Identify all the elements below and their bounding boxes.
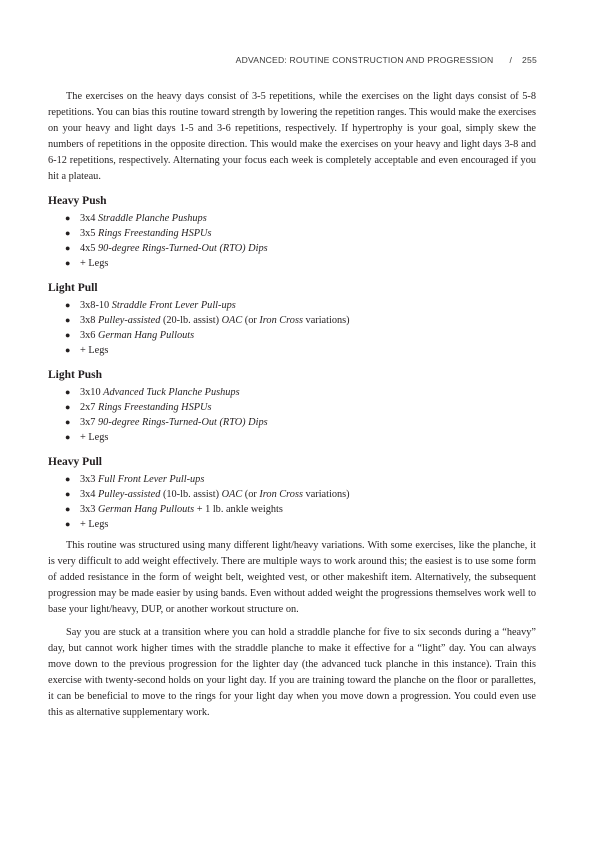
sets-reps: 3x3 bbox=[80, 504, 96, 516]
exercise-list-light-push bbox=[48, 385, 536, 445]
exercise-item bbox=[48, 400, 536, 415]
section-heading-light-push: Light Push bbox=[48, 369, 103, 382]
exercise-name-alt: OAC bbox=[221, 489, 243, 501]
exercise-name: German Hang Pullouts bbox=[98, 330, 195, 342]
exercise-name: Straddle Planche Pushups bbox=[98, 213, 207, 225]
exercise-item bbox=[48, 313, 536, 328]
exercise-note: + 1 lb. ankle weights bbox=[196, 504, 283, 516]
exercise-name: Legs bbox=[88, 258, 109, 270]
intro-paragraph: The exercises on the heavy days consist of 3-5 repetitions, while the exercises on the light days consist of 5-8 repetitions. You can bias this routine toward strength by lowering the repetition ranges. This would make the exercises on your heavy and light days 1-5 and 3-6 repetitions, respectively. If hypertrophy is your goal, simply skew the numbers of repetitions in the opposite direction. This would make the exercises on your heavy and light days 3-8 and 6-12 repetitions, respectively. Alternating your focus each week is completely acceptable and even encouraged if you hit a plateau. bbox=[48, 91, 536, 182]
bullet-icon: ● bbox=[65, 345, 71, 356]
paragraph-routine-structure: This routine was structured using many different light/heavy variations. With some exercises, like the planche, it is very difficult to add weight effectively. There are multiple ways to work around this; the easiest is to use some form of added resistance in the form of weight belt, weighted vest, or other makeshift item. Alternatively, the subsequent progression may be made easier by using bands. Even without added weight the progressions themselves work well to base your light/heavy, DUP, or another workout structure on. bbox=[48, 540, 536, 616]
exercise-item bbox=[48, 211, 536, 226]
header-separator: / bbox=[509, 55, 513, 65]
exercise-note: variations) bbox=[305, 315, 350, 327]
sets-reps: 3x4 bbox=[80, 213, 96, 225]
exercise-item bbox=[48, 343, 536, 358]
exercise-connector: (or bbox=[244, 315, 257, 327]
sets-reps: 3x5 bbox=[80, 228, 96, 240]
bullet-icon: ● bbox=[65, 504, 71, 515]
exercise-name: Rings Freestanding HSPUs bbox=[98, 228, 212, 240]
exercise-item bbox=[48, 256, 536, 271]
sets-reps: 3x3 bbox=[80, 474, 96, 486]
running-header bbox=[236, 55, 537, 65]
exercise-name: Legs bbox=[88, 345, 109, 357]
exercise-connector: (or bbox=[244, 489, 257, 501]
exercise-name: Pulley-assisted bbox=[98, 489, 161, 501]
assist-note: (20-lb. assist) bbox=[162, 315, 220, 327]
bullet-icon: ● bbox=[65, 315, 71, 326]
exercise-list-heavy-pull bbox=[48, 472, 536, 532]
sets-reps: + bbox=[80, 345, 86, 357]
bullet-icon: ● bbox=[65, 243, 71, 254]
bullet-icon: ● bbox=[65, 519, 71, 530]
bullet-icon: ● bbox=[65, 228, 71, 239]
exercise-name-alt: OAC bbox=[221, 315, 243, 327]
exercise-name: Pulley-assisted bbox=[98, 315, 161, 327]
sets-reps: 2x7 bbox=[80, 402, 96, 414]
sets-reps: 3x7 bbox=[80, 417, 96, 429]
exercise-item bbox=[48, 487, 536, 502]
bullet-icon: ● bbox=[65, 402, 71, 413]
exercise-name: 90-degree Rings-Turned-Out (RTO) Dips bbox=[98, 243, 268, 255]
exercise-item bbox=[48, 298, 536, 313]
exercise-name: Straddle Front Lever Pull-ups bbox=[111, 300, 236, 312]
exercise-name-variation: Iron Cross bbox=[259, 315, 303, 327]
chapter-title: ADVANCED: ROUTINE CONSTRUCTION AND PROGRESSION bbox=[235, 55, 494, 65]
bullet-icon: ● bbox=[65, 213, 71, 224]
sets-reps: 3x6 bbox=[80, 330, 96, 342]
sets-reps: + bbox=[80, 258, 86, 270]
bullet-icon: ● bbox=[65, 474, 71, 485]
exercise-item bbox=[48, 502, 536, 517]
exercise-item bbox=[48, 328, 536, 343]
page-content bbox=[48, 89, 536, 720]
section-heading-heavy-pull: Heavy Pull bbox=[48, 456, 102, 469]
bullet-icon: ● bbox=[65, 330, 71, 341]
exercise-name: German Hang Pullouts bbox=[98, 504, 195, 516]
exercise-name: Rings Freestanding HSPUs bbox=[98, 402, 212, 414]
sets-reps: 3x4 bbox=[80, 489, 96, 501]
bullet-icon: ● bbox=[65, 387, 71, 398]
exercise-name: 90-degree Rings-Turned-Out (RTO) Dips bbox=[98, 417, 268, 429]
exercise-name: Legs bbox=[88, 432, 109, 444]
exercise-list-heavy-push bbox=[48, 211, 536, 271]
exercise-list-light-pull bbox=[48, 298, 536, 358]
bullet-icon: ● bbox=[65, 489, 71, 500]
bullet-icon: ● bbox=[65, 417, 71, 428]
sets-reps: + bbox=[80, 519, 86, 531]
exercise-item bbox=[48, 241, 536, 256]
section-heading-light-pull: Light Pull bbox=[48, 282, 98, 295]
page-number: 255 bbox=[522, 55, 537, 65]
bullet-icon: ● bbox=[65, 258, 71, 269]
sets-reps: + bbox=[80, 432, 86, 444]
sets-reps: 4x5 bbox=[80, 243, 96, 255]
exercise-name: Full Front Lever Pull-ups bbox=[98, 474, 205, 486]
bullet-icon: ● bbox=[65, 300, 71, 311]
exercise-name-variation: Iron Cross bbox=[259, 489, 303, 501]
exercise-note: variations) bbox=[305, 489, 350, 501]
exercise-item bbox=[48, 430, 536, 445]
sets-reps: 3x10 bbox=[80, 387, 101, 399]
exercise-item bbox=[48, 472, 536, 487]
workout-sections bbox=[48, 192, 536, 532]
exercise-item bbox=[48, 226, 536, 241]
exercise-item bbox=[48, 517, 536, 532]
exercise-item bbox=[48, 415, 536, 430]
exercise-name: Legs bbox=[88, 519, 109, 531]
exercise-item bbox=[48, 385, 536, 400]
bullet-icon: ● bbox=[65, 432, 71, 443]
exercise-name: Advanced Tuck Planche Pushups bbox=[103, 387, 240, 399]
sets-reps: 3x8-10 bbox=[80, 300, 110, 312]
paragraph-transition-example: Say you are stuck at a transition where you can hold a straddle planche for five to six seconds during a “heavy” day, but cannot work higher times with the straddle planche to make it effective for a “light” day. You can always move down to the previous progression for the lighter day (the advanced tuck planche in this instance). Train this exercise with twenty-second holds on your light day. If you are training toward the planche on the floor or parallettes, it can be beneficial to move to the rings for your light day when you move down a progression. You could even use this as alternative supplementary work. bbox=[48, 626, 536, 718]
assist-note: (10-lb. assist) bbox=[162, 489, 220, 501]
sets-reps: 3x8 bbox=[80, 315, 96, 327]
section-heading-heavy-push: Heavy Push bbox=[48, 195, 107, 208]
